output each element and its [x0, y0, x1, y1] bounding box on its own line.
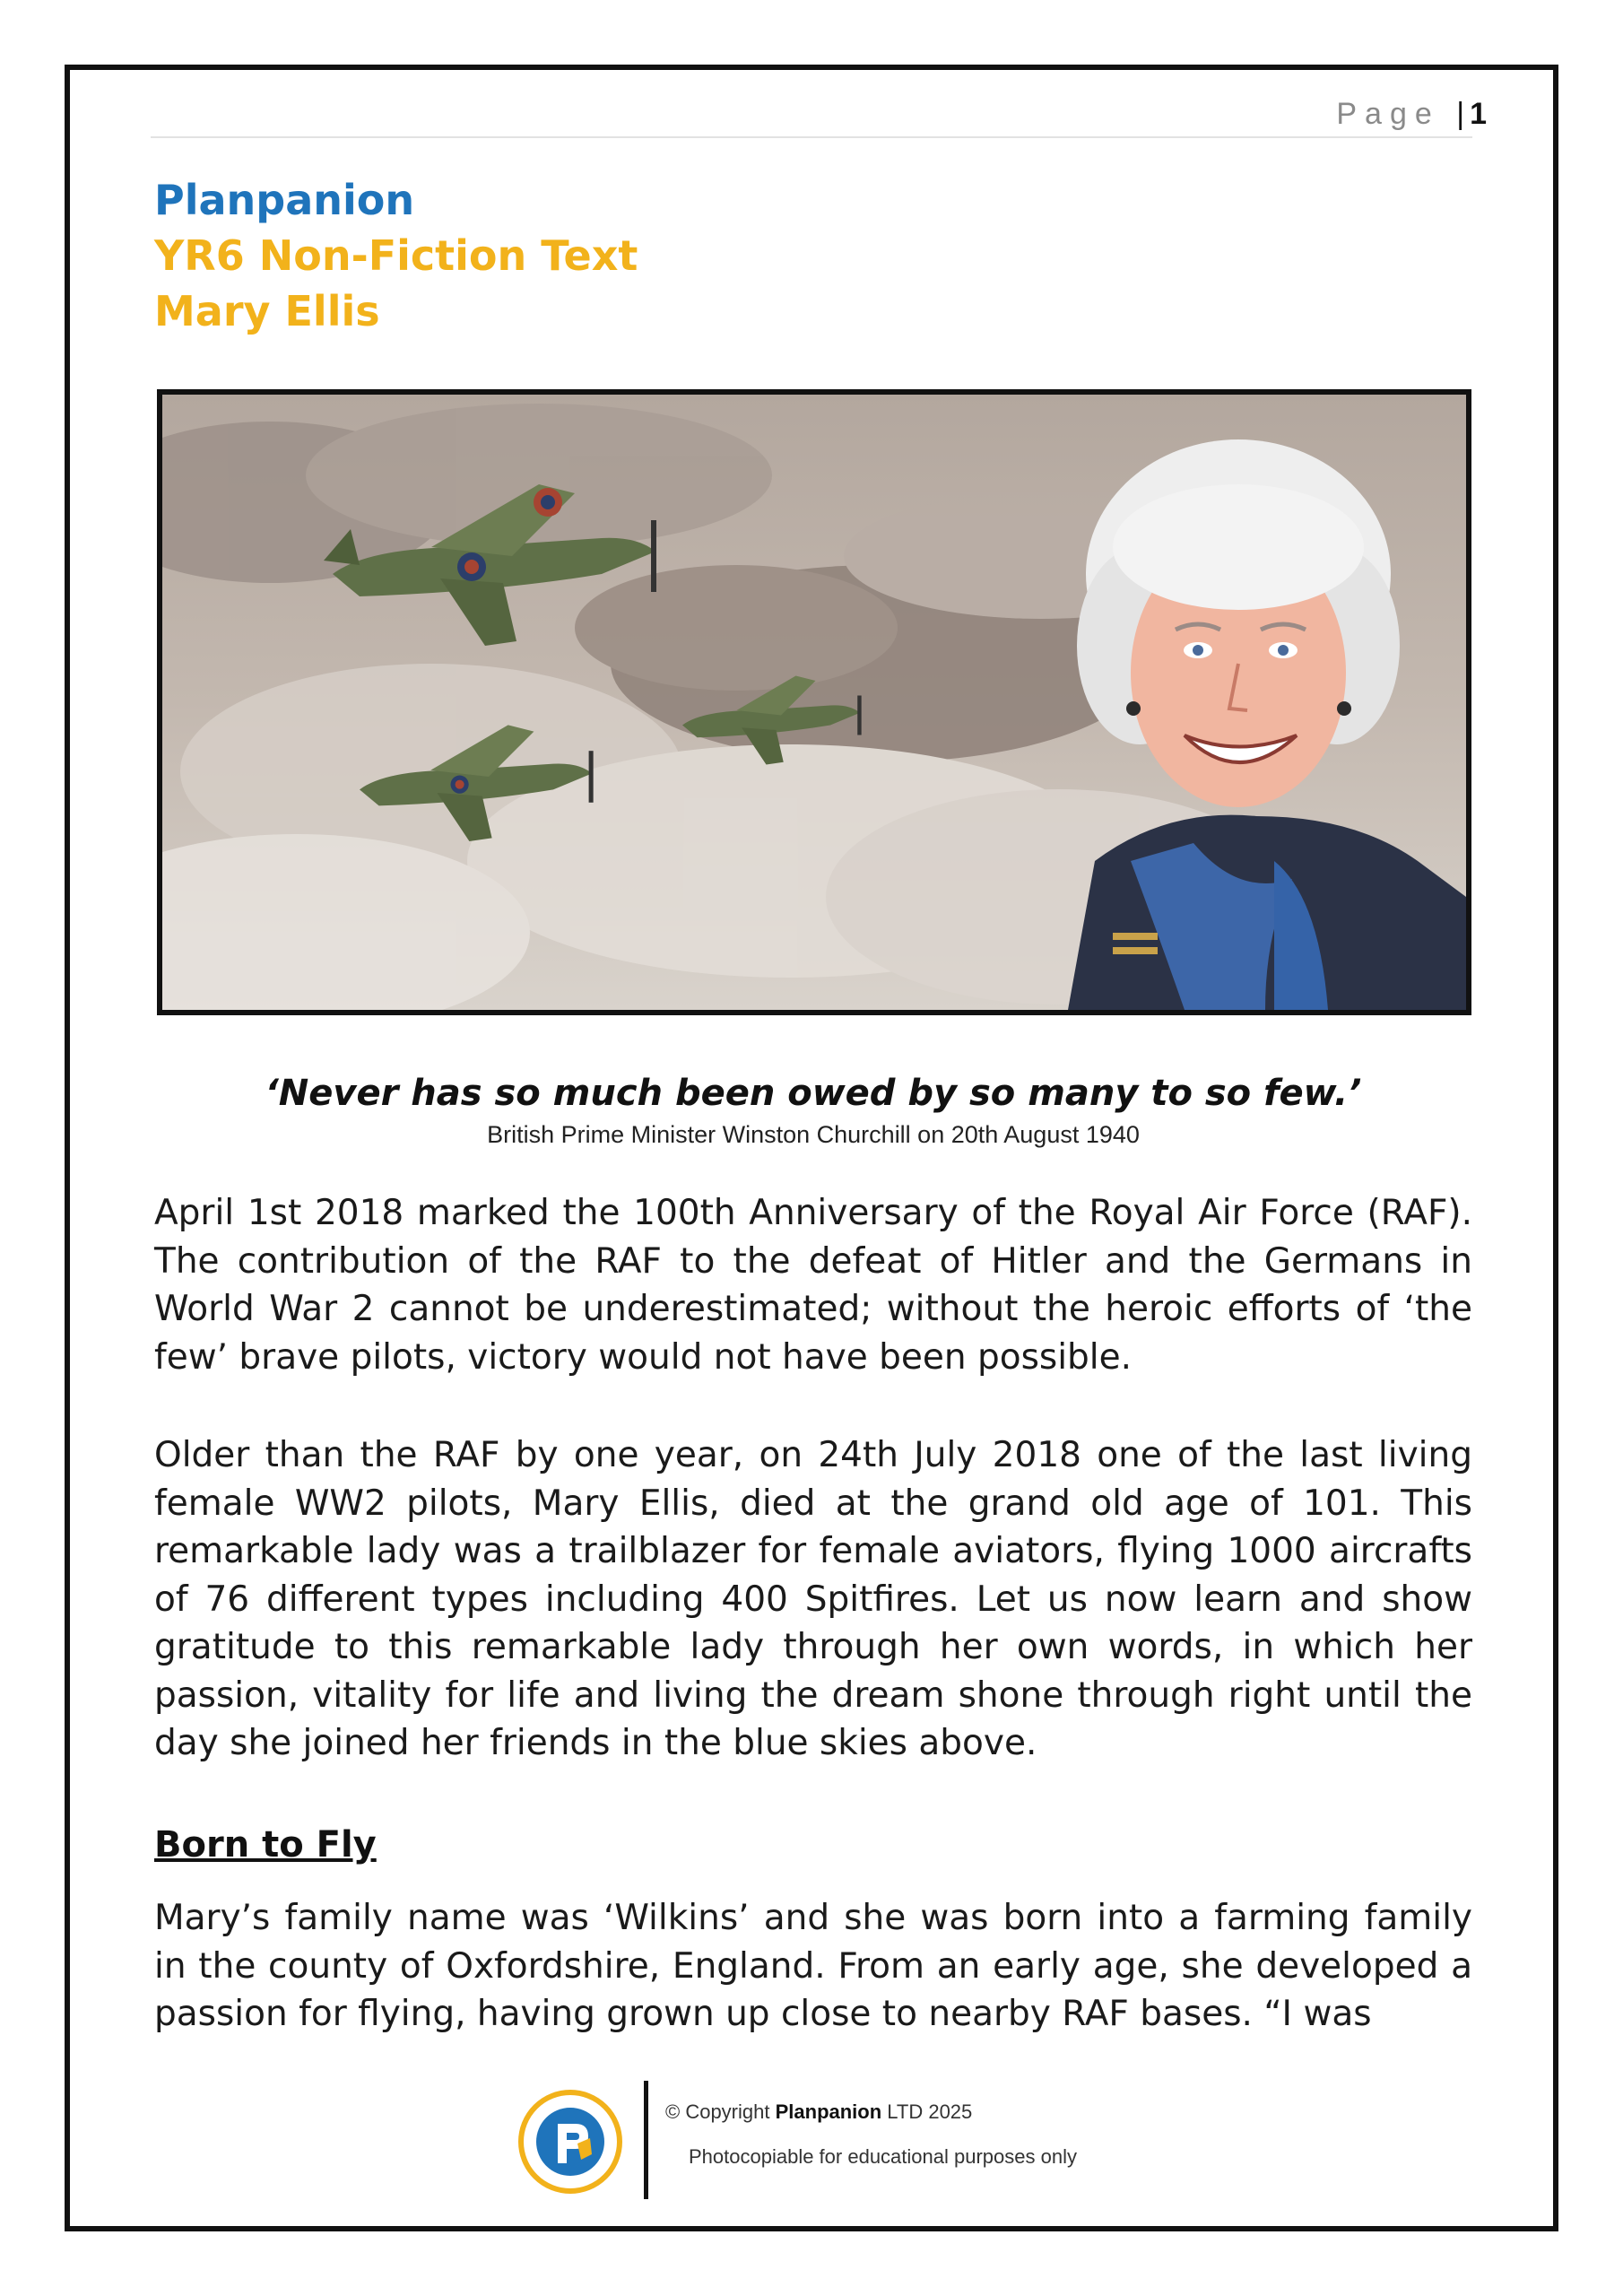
- photocopy-note: Photocopiable for educational purposes only: [689, 2145, 1077, 2168]
- page-number: Page | 1: [1336, 97, 1487, 131]
- section-heading: Born to Fly: [154, 1824, 377, 1866]
- footer-divider: [644, 2081, 648, 2199]
- header-divider: [151, 136, 1472, 138]
- document-subtitle: YR6 Non-Fiction Text: [154, 231, 638, 280]
- topic-title: Mary Ellis: [154, 287, 380, 335]
- body-paragraph-3: Mary’s family name was ‘Wilkins’ and she was born into a farming family in the county of Oxfordshire, England. From an early age, she developed a passion for flying, having grown up close to nearby RAF bases. “I was: [154, 1898, 1472, 2034]
- body-paragraph-1: April 1st 2018 marked the 100th Anniversary of the Royal Air Force (RAF). The contribution of the RAF to the defeat of Hitler and the Germans in World War 2 cannot be underestimated; without the heroic efforts of ‘the few’ brave pilots, victory would not have been possible.: [154, 1193, 1472, 1378]
- hero-svg: [162, 395, 1466, 1010]
- brand-title: Planpanion: [154, 176, 415, 224]
- body-paragraph-2: Older than the RAF by one year, on 24th July 2018 one of the last living female WW2 pilots, Mary Ellis, died at the grand old age of 101. This remarkable lady was a trailblazer for female aviators, flying 1000 aircrafts of 76 different types including 400 Spitfires. Let us now learn and show gratitude to this remarkable lady through her own words, in which her passion, vitality for life and living the dream shone through right until the day she joined her friends in the blue skies above.: [154, 1435, 1472, 1763]
- page-number-value: 1: [1470, 97, 1487, 131]
- copyright-prefix: © Copyright: [665, 2100, 770, 2123]
- footer: [0, 2081, 1623, 2188]
- planpanion-logo: [518, 2090, 622, 2194]
- copyright-brand: Planpanion: [775, 2100, 882, 2123]
- hero-illustration: [157, 389, 1471, 1015]
- quote-attribution: British Prime Minister Winston Churchill on 20th August 1940: [487, 1121, 1140, 1148]
- logo-p-icon: [536, 2108, 604, 2176]
- copyright-suffix: LTD 2025: [887, 2100, 973, 2123]
- copyright-line: [665, 2100, 972, 2124]
- quote-text: ‘Never has so much been owed by so many to so few.’: [265, 1073, 1362, 1114]
- page-label: Page: [1336, 97, 1440, 131]
